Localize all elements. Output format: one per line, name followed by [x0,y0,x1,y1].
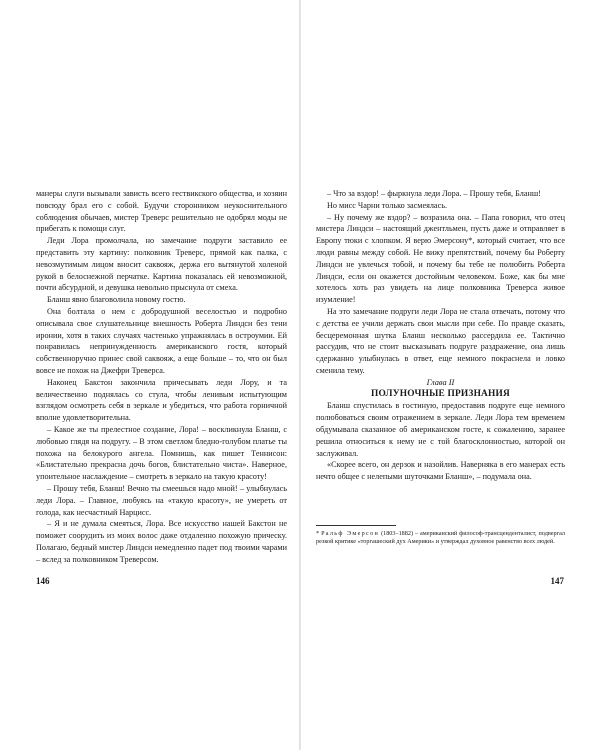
left-page-text [36,188,287,566]
footnote [316,530,565,547]
paragraph: Леди Лора промолчала, но замечание подруги заставило ее представить эту картину: полковник Треверс, прямой как палка, с невозмутимым лицом вносит саквояж, держа его вытянутой холеной рукой в белоснежной перчатке. Картина показалась ей невозможной, почти абсурдной, и девушка невольно прыснула от смеха. [36,236,287,293]
page-number-left: 146 [36,576,50,586]
paragraph: На это замечание подруги леди Лора не стала отвечать, потому что с детства ее учили держать свои мысли при себе. По правде сказать, бесцеремонная шутка Бланш несколько рассердила ее. Тактично рассудив, что не стоит высказывать подруге раздражение, она лишь сдержанно улыбнулась в ответ, еще немного покраснела и ловко сменила тему. [316,306,565,375]
right-page-text [316,188,565,483]
paragraph: Наконец Бакстон закончила причесывать леди Лору, и та величественно поднялась со стула, чтобы ленивым испытующим взглядом осмотреть себя в зеркале и убедиться, что работа горничной вполне удовлетворительна. [36,377,287,423]
chapter-label: Глава II [426,377,455,387]
paragraph: – Какое же ты прелестное создание, Лора! – воскликнула Бланш, с любовью глядя на подругу. – В этом светлом бледно-голубом платье ты похожа на белокурого ангела. Помнишь, как пишет Теннисон: «Блистательно прекрасна дочь богов, блистательно чиста». Наверное, упоительное наслаждение – смотреть в зеркало на такую красоту! [36,424,287,482]
footnote-name: Ральф Эмерсон [321,530,380,537]
paragraph: – Что за вздор! – фыркнула леди Лора. – Прошу тебя, Бланш! [327,189,541,198]
paragraph: Бланш спустилась в гостиную, предоставив подруге еще немного полюбоваться своим отражением в зеркале. Леди Лора тем временем обдумывала сказанное об американском госте, к сожалению, заранее решила относиться к нему не с той благосклонностью, которой он заслуживал. [316,401,565,458]
footnote-text: (1803–1882) – американский философ-трансценденталист, подвергал резкой критике «торгашеский дух Америки» и утверждал духовное равенство всех людей. [316,530,565,546]
paragraph: Но мисс Чарни только засмеялась. [327,200,447,210]
footnote-divider [316,525,396,526]
paragraph: Она болтала о нем с добродушной веселостью и подробно описывала свое слушательнице внешность Роберта Линдси без тени иронии, хотя в таких случаях частенько упражнялась в остроумии. Ей понравилась непринужденность американского гостя, который собственноручно принес свой саквояж, а еще больше – то, что он был вовсе не похож на Джефри Треверса. [36,306,287,375]
paragraph: манеры слуги вызывали зависть всего гествикского общества, и хозяин повсюду брал его с собой. Будучи сторонником неукоснительного соблюдения обычаев, мистер Треверс решительно не одобрял моды не прибегать к помощи слуг. [36,189,287,234]
chapter-title: ПОЛУНОЧНЫЕ ПРИЗНАНИЯ [371,388,510,399]
paragraph: Бланш явно благоволила новому гостю. [47,295,186,305]
page-number-right: 147 [550,576,564,586]
paragraph: – Прошу тебя, Бланш! Вечно ты смеешься надо мной! – улыбнулась леди Лора. – Главное, любуясь на «такую красоту», не умереть от голода, как несчастный Нарцисс. [36,483,287,517]
footnote-marker: * [316,530,320,537]
paragraph: «Скорее всего, он дерзок и назойлив. Наверняка в его манерах есть нечто общее с нелепыми шуточками Бланш», – подумала она. [316,460,565,482]
paragraph: – Я и не думала смеяться, Лора. Все искусство нашей Бакстон не поможет соорудить из моих волос даже отдаленно похожую прическу. Полагаю, бедный мистер Линдси немедленно падет под твоими чарами – вслед за полковником Треверсом. [36,519,287,564]
paragraph: – Ну почему же вздор? – возразила она. – Папа говорил, что отец мистера Линдси – настоящий джентльмен, пусть даже и отправляет в Европу тюки с хлопком. Я верю Эмерсону*, который считает, что все люди равны между собой. Не вижу препятствий, почему бы Роберту Линдси не увлечься тобой, и почему бы тебе не полюбить Роберта Линдси, если он окажется достойным человеком. Боже, как бы мне хотелось хоть раз увидеть на лице полковника Треверса живое изумление! [316,212,565,305]
